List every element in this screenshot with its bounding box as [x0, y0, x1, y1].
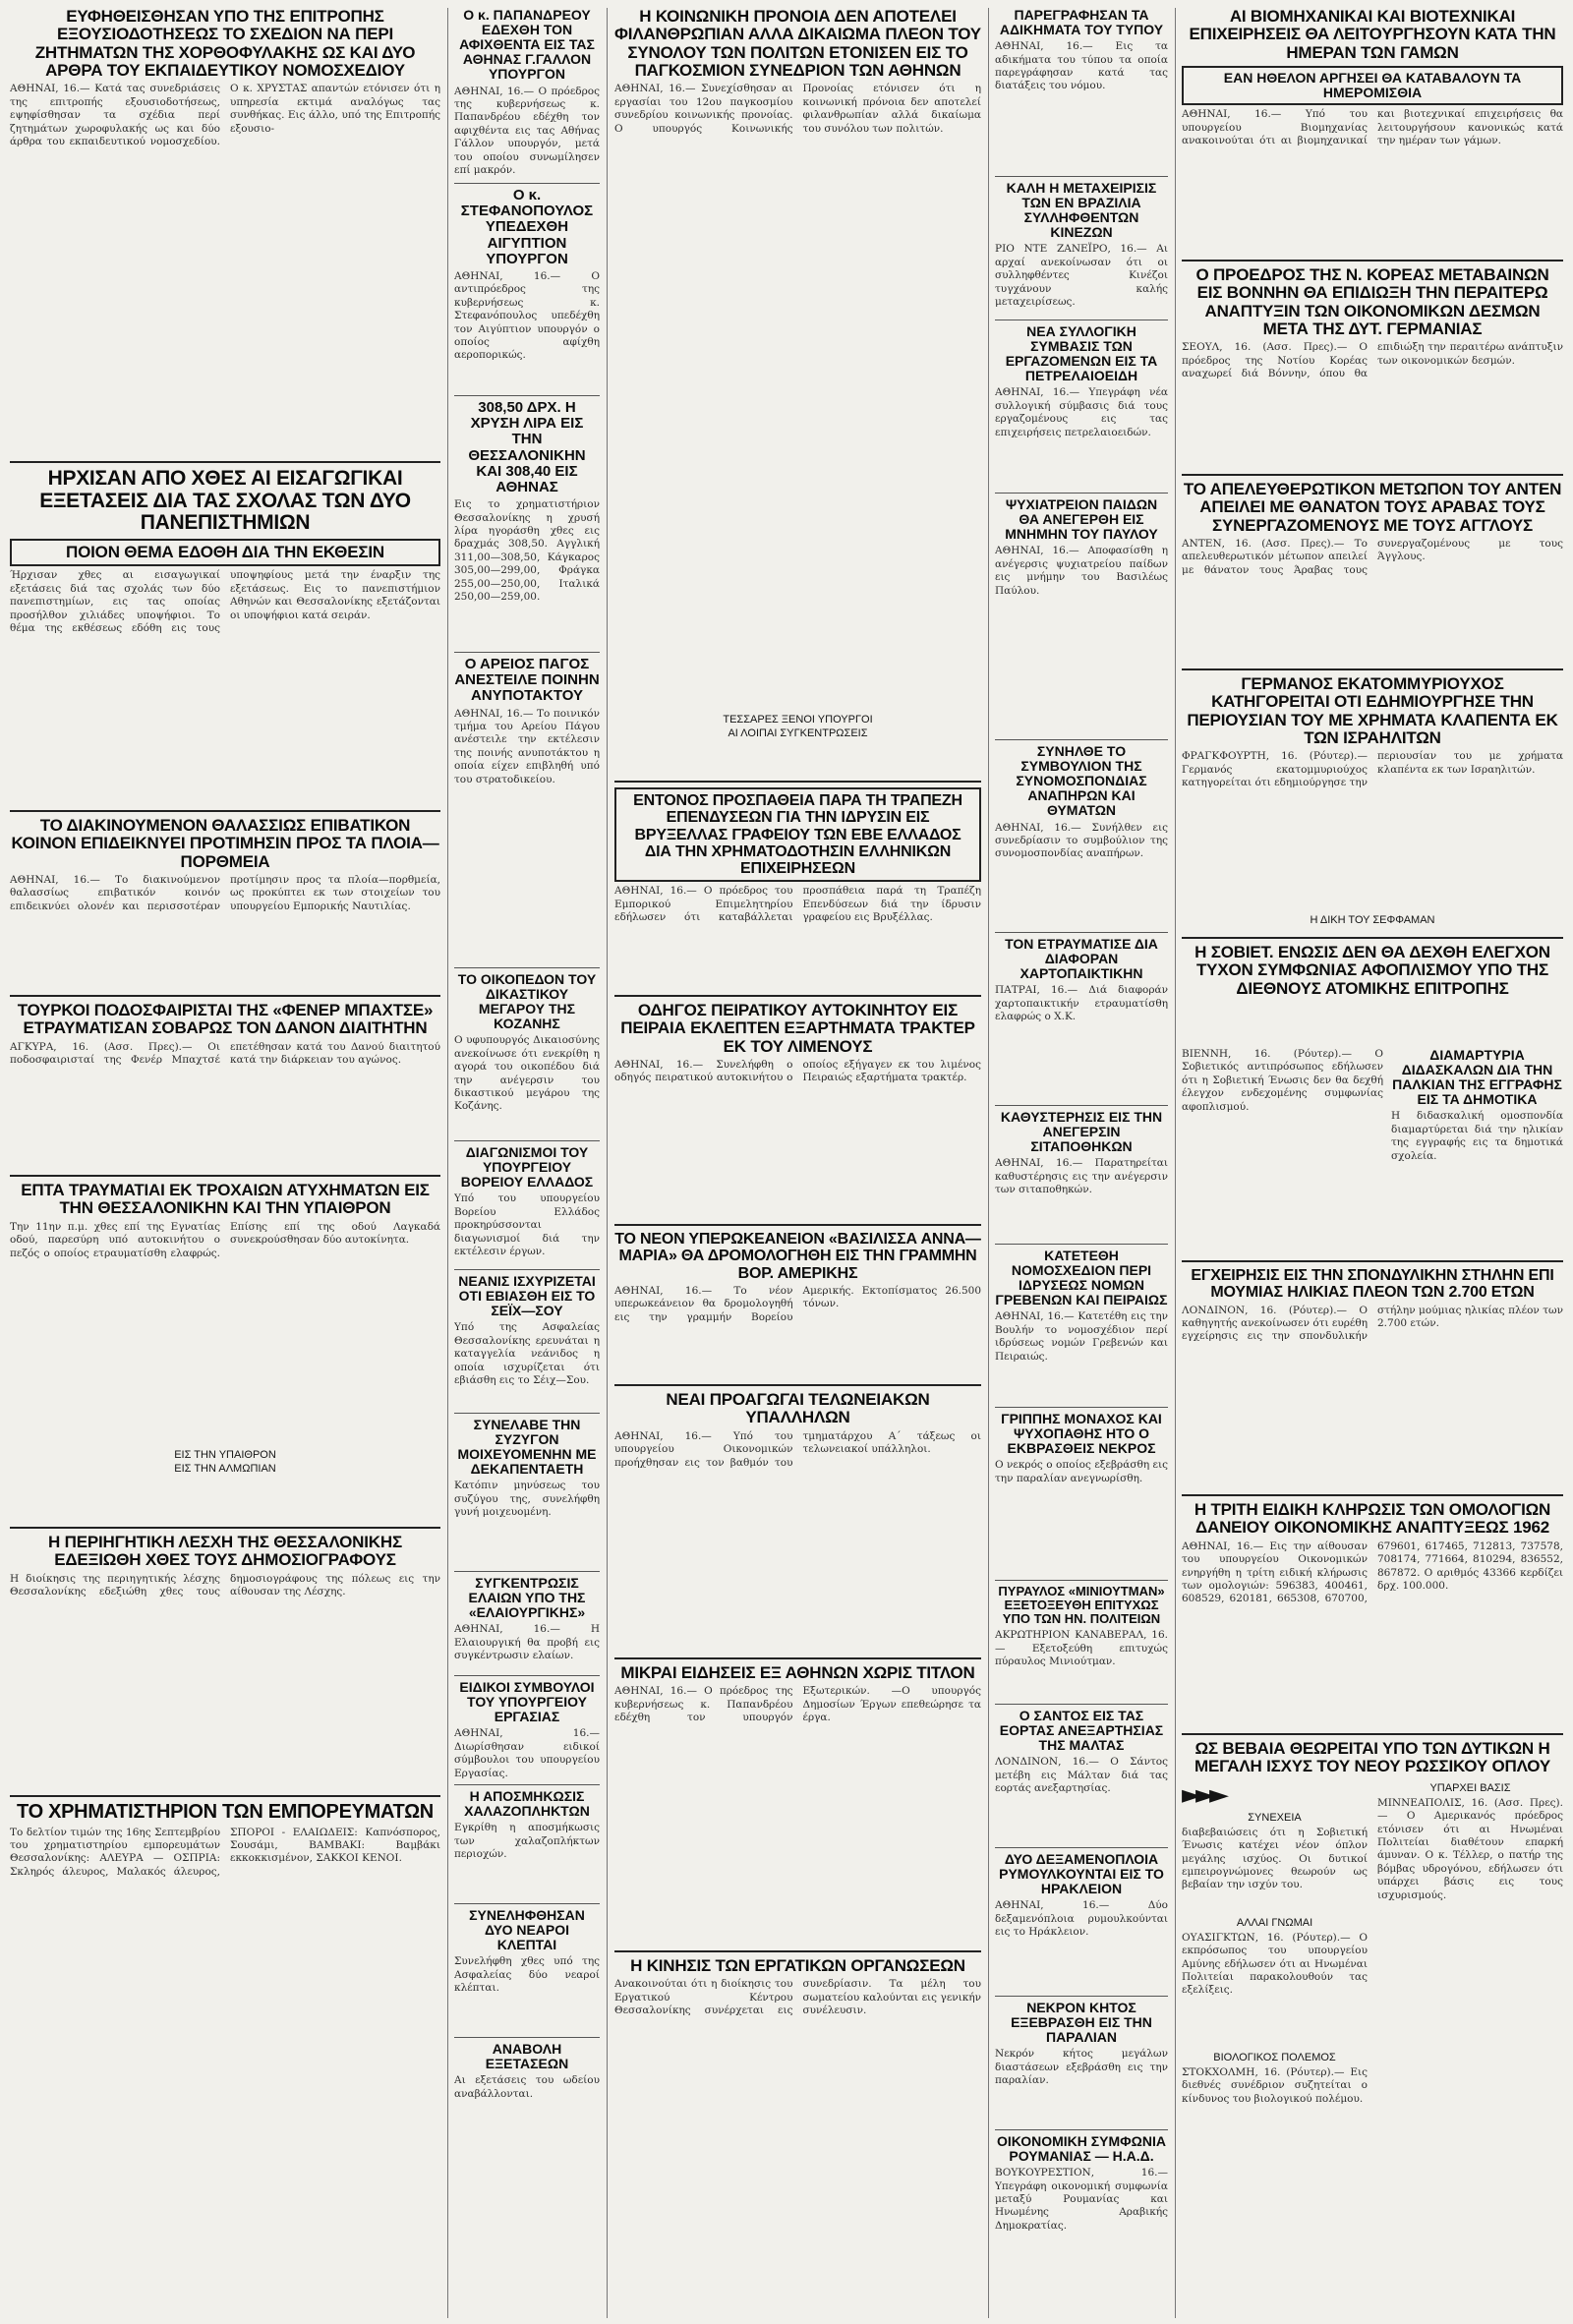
article-headline: ΕΥΦΗΘΕΙΣΘΗΣΑΝ ΥΠΟ ΤΗΣ ΕΠΙΤΡΟΠΗΣ ΕΞΟΥΣΙΟΔΟΤΗΣΕΩΣ ΤΟ ΣΧΕΔΙΟΝ ΝΑ ΠΕΡΙ ΖΗΤΗΜΑΤΩΝ ΤΗΣ ΧΟΡΘΟΦΥΛΑΚΗΣ ΩΣ ΚΑΙ ΔΥΟ ΑΡΘΡΑ ΤΟΥ ΕΚΠΑΙΔΕΥΤΙΚΟΥ ΝΟΜΟΣΧΕΔΙΟΥ	[34, 8, 416, 81]
article-body: ΦΡΑΓΚΦΟΥΡΤΗ, 16. (Ρόυτερ).— Γερμανός εκατομμυριούχος κατηγορείται ότι εδημιούργησε την περιουσίαν του με χρήματα κλαπέντα εκ των Ισραηλιτών.	[1182, 750, 1563, 789]
article-headline: Η ΚΟΙΝΩΝΙΚΗ ΠΡΟΝΟΙΑ ΔΕΝ ΑΠΟΤΕΛΕΙ ΦΙΛΑΝΘΡΩΠΙΑΝ ΑΛΛΑ ΔΙΚΑΙΩΜΑ ΠΛΕΟΝ ΤΟΥ ΣΥΝΟΛΟΥ ΤΩΝ ΠΟΛΙΤΩΝ ΕΤΟΝΙΣΕΝ ΕΙΣ ΤΟ ΠΑΓΚΟΣΜΙΟΝ ΣΥΝΕΔΡΙΟΝ ΤΩΝ ΑΘΗΝΩΝ	[614, 8, 981, 81]
article-body: ΑΘΗΝΑΙ, 16.— Εις τα αδικήματα του τύπου τα οποία παρεγράφησαν κατά τας διατάξεις του νόμου.	[995, 40, 1168, 92]
article-body: ΑΓΚΥΡΑ, 16. (Ασσ. Πρες).— Οι ποδοσφαιρισταί της Φενέρ Μπαχτσέ επετέθησαν κατά του Δανού διαιτητού κατά την διάρκειαν του αγώνος.	[10, 1040, 440, 1067]
article-commodity-exchange	[10, 1802, 440, 2215]
article-touring-club	[10, 1534, 440, 1789]
article-areios-pagos	[454, 657, 600, 961]
article-labor-organizations	[614, 1957, 981, 2282]
article-fenerbahce	[10, 1002, 440, 1169]
article-exam-postponement	[454, 2042, 600, 2160]
article-tenders	[454, 1145, 600, 1263]
article-headline: ΝΕΑΝΙΣ ΙΣΧΥΡΙΖΕΤΑΙ ΟΤΙ ΕΒΙΑΣΘΗ ΕΙΣ ΤΟ ΣΕΪΧ—ΣΟΥ	[458, 1274, 596, 1319]
article-body: Την 11ην π.μ. χθες επί της Εγνατίας οδού, παρεσύρη υπό αυτοκινήτου ο πεζός ο οποίος ετραυματίσθη ελαφρώς. Επίσης επί της οδού Λαγκαδά συνεκρούσθησαν δύο αυτοκίνητα.	[10, 1220, 440, 1259]
article-body: ΑΘΗΝΑΙ, 16.— Κατετέθη εις την Βουλήν το νομοσχέδιον περί ιδρύσεως νομών Γρεβενών και Πειραιώς.	[995, 1310, 1168, 1363]
article-body: ΑΝΤΕΝ, 16. (Ασσ. Πρες).— Το απελευθερωτικόν μέτωπον απειλεί με θάνατον τους Άραβας τους συνεργαζομένους με τους Άγγλους.	[1182, 538, 1563, 576]
article-traffic	[10, 1182, 440, 1521]
article-gold-sovereign	[454, 400, 600, 646]
section-subhead: ΕΙΣ ΤΗΝ ΑΛΜΩΠΙΑΝ	[174, 1462, 276, 1475]
article-body: ΣΕΟΥΛ, 16. (Ασσ. Πρες).— Ο πρόεδρος της Νοτίου Κορέας αναχωρεί διά Βόννην, όπου θα επιδιώξη την περαιτέρω ανάπτυξιν των οικονομικών δεσμών.	[1182, 341, 1563, 380]
article-body: ΣΤΟΚΧΟΛΜΗ, 16. (Ρόυτερ).— Εις διεθνές συνέδριον συζητείται ο κίνδυνος του βιολογικού πολέμου.	[1182, 2065, 1368, 2105]
article-body: ΑΘΗΝΑΙ, 16.— Διωρίσθησαν ειδικοί σύμβουλοι του υπουργείου Εργασίας.	[454, 1727, 600, 1778]
section-subhead: Η ΔΙΚΗ ΤΟΥ ΣΕΦΦΑΜΑΝ	[1310, 914, 1435, 927]
article-body: ΑΘΗΝΑΙ, 16.— Ο πρόεδρος του Εμπορικού Επιμελητηρίου εδήλωσεν ότι καταβάλλεται προσπάθεια παρά τη Τραπέζη Επενδύσεων διά την ίδρυσιν γραφείου εις Βρυξέλλας.	[614, 885, 981, 924]
article-headline: Ο ΑΡΕΙΟΣ ΠΑΓΟΣ ΑΝΕΣΤΕΙΛΕ ΠΟΙΝΗΝ ΑΝΥΠΟΤΑΚΤΟΥ	[454, 657, 600, 705]
article-headline: ΔΙΑΓΩΝΙΣΜΟΙ ΤΟΥ ΥΠΟΥΡΓΕΙΟΥ ΒΟΡΕΙΟΥ ΕΛΛΑΔΟΣ	[460, 1145, 594, 1191]
article-body: ΑΘΗΝΑΙ, 16.— Δύο δεξαμενόπλοια ρυμουλκούνται εις το Ηράκλειον.	[995, 1899, 1168, 1939]
article-aden-front	[1182, 481, 1563, 663]
article-body: Εις το χρηματιστήριον Θεσσαλονίκης η χρυσή λίρα ηγοράσθη χθες εις δραχμάς 308,50. Αγγλική 311,00—308,50, Κάγκαρος 305,00—299,00, Φράγκα 255,00—250,00, Ιταλικά 250,00—259,00.	[454, 498, 600, 603]
article-headline: ΣΥΝΕΛΑΒΕ ΤΗΝ ΣΥΖΥΓΟΝ ΜΟΙΧΕΥΟΜΕΝΗΝ ΜΕ ΔΕΚΑΠΕΝΤΑΕΤΗ	[457, 1418, 597, 1478]
article-headline: ΤΟΝ ΕΤΡΑΥΜΑΤΙΣΕ ΔΙΑ ΔΙΑΦΟΡΑΝ ΧΑΡΤΟΠΑΙΚΤΙΚΗΝ	[1005, 937, 1158, 982]
article-minuteman	[995, 1585, 1168, 1698]
article-headline: ΟΔΗΓΟΣ ΠΕΙΡΑΤΙΚΟΥ ΑΥΤΟΚΙΝΗΤΟΥ ΕΙΣ ΠΕΙΡΑΙΑ ΕΚΛΕΠΤΕΝ ΕΞΑΡΤΗΜΑΤΑ ΤΡΑΚΤΕΡ ΕΚ ΤΟΥ ΛΙΜΕΝΟΥΣ	[620, 1002, 975, 1056]
article-korea-bonn	[1182, 266, 1563, 468]
column-4	[995, 8, 1168, 2288]
article-body: Αι εξετάσεις του ωδείου αναβάλλονται.	[454, 2074, 600, 2100]
article-headline: Ο ΣΑΝΤΟΣ ΕΙΣ ΤΑΣ ΕΟΡΤΑΣ ΑΝΕΞΑΡΤΗΣΙΑΣ ΤΗΣ ΜΑΛΤΑΣ	[999, 1709, 1164, 1754]
article-press-offences	[995, 8, 1168, 170]
article-body: ΑΘΗΝΑΙ, 16.— Το διακινούμενον θαλασσίως επιβατικόν κοινόν επιδεικνύει ολονέν και περισσοτέραν προτίμησιν προς τα πλοία—πορθμεία, ως προκύπτει εκ των στοιχείων του υπουργείου Εμπορικής Ναυτιλίας.	[10, 874, 440, 912]
column-2	[454, 8, 600, 2166]
article-dead-whale	[995, 2001, 1168, 2123]
column-5	[1182, 8, 1563, 2296]
article-headline: ΕΝΤΟΝΟΣ ΠΡΟΣΠΑΘΕΙΑ ΠΑΡΑ ΤΗ ΤΡΑΠΕΖΗ ΕΠΕΝΔΥΣΕΩΝ ΓΙΑ ΤΗΝ ΙΔΡΥΣΙΝ ΕΙΣ ΒΡΥΞΕΛΛΑΣ ΓΡΑΦΕΙΟΥ ΤΩΝ ΕΒΕ ΕΛΛΑΔΟΣ ΔΙΑ ΤΗΝ ΧΡΗΜΑΤΟΔΟΤΗΣΙΝ ΕΛΛΗΝΙΚΩΝ ΕΠΙΧΕΙΡΗΣΕΩΝ	[633, 792, 962, 878]
article-headline: Ο κ. ΠΑΠΑΝΔΡΕΟΥ ΕΔΕΧΘΗ ΤΟΝ ΑΦΙΧΘΕΝΤΑ ΕΙΣ ΤΑΣ ΑΘΗΝΑΣ Γ.ΓΑΛΛΟΝ ΥΠΟΥΡΓΟΝ	[459, 8, 595, 83]
article-chorofylaki	[10, 8, 440, 455]
article-wedding-holiday	[1182, 8, 1563, 254]
article-ocean-liner	[614, 1231, 981, 1378]
article-new-prefectures	[995, 1249, 1168, 1401]
article-body: ΛΟΝΔΙΝΟΝ, 16.— Ο Σάντος μετέβη εις Μάλταν διά τας εορτάς ανεξαρτησίας.	[995, 1756, 1168, 1795]
article-headline: ΩΣ ΒΕΒΑΙΑ ΘΕΩΡΕΙΤΑΙ ΥΠΟ ΤΩΝ ΔΥΤΙΚΩΝ Η ΜΕΓΑΛΗ ΙΣΧΥΣ ΤΟΥ ΝΕΟΥ ΡΩΣΣΙΚΟΥ ΟΠΛΟΥ	[1194, 1740, 1550, 1776]
article-headline: ΠΑΡΕΓΡΑΦΗΣΑΝ ΤΑ ΑΔΙΚΗΜΑΤΑ ΤΟΥ ΤΥΠΟΥ	[999, 8, 1164, 38]
article-ferries	[10, 817, 440, 989]
article-body: Το δελτίον τιμών της 16ης Σεπτεμβρίου του χρηματιστηρίου εμπορευμάτων Θεσσαλονίκης: ΑΛΕΥΡΑ — ΟΣΠΡΙΑ: Σκληρός άλευρος, Μαλακός άλευρος, ΣΠΟΡΟΙ - ΕΛΑΙΩΔΕΙΣ: Καπνόσπορος, Σουσάμι, ΒΑΜΒΑΚΙ: Βαμβάκι εκκοκκισμένον, ΣΑΚΚΟΙ ΚΕΝΟΙ.	[10, 1826, 440, 1878]
article-headline: ΤΟ ΔΙΑΚΙΝΟΥΜΕΝΟΝ ΘΑΛΑΣΣΙΩΣ ΕΠΙΒΑΤΙΚΟΝ ΚΟΙΝΟΝ ΕΠΙΔΕΙΚΝΥΕΙ ΠΡΟΤΙΜΗΣΙΝ ΠΡΟΣ ΤΑ ΠΛΟΙΑ—ΠΟΡΘΜΕΙΑ	[11, 817, 439, 871]
article-washed-ashore-monk	[995, 1412, 1168, 1574]
article-headline: ΟΙΚΟΝΟΜΙΚΗ ΣΥΜΦΩΝΙΑ ΡΟΥΜΑΝΙΑΣ — Η.Α.Δ.	[996, 2134, 1167, 2165]
article-investment-bank	[614, 787, 981, 989]
article-body: Υπό του υπουργείου Βορείου Ελλάδος προκηρύσσονται διαγωνισμοί διά την εκτέλεσιν έργων.	[454, 1192, 600, 1257]
article-headline: ΣΥΝΗΛΘΕ ΤΟ ΣΥΜΒΟΥΛΙΟΝ ΤΗΣ ΣΥΝΟΜΟΣΠΟΝΔΙΑΣ ΑΝΑΠΗΡΩΝ ΚΑΙ ΘΥΜΑΤΩΝ	[1016, 744, 1147, 819]
article-headline: ΜΙΚΡΑΙ ΕΙΔΗΣΕΙΣ ΕΞ ΑΘΗΝΩΝ ΧΩΡΙΣ ΤΙΤΛΟΝ	[620, 1664, 975, 1682]
article-headline: Η ΠΕΡΙΗΓΗΤΙΚΗ ΛΕΣΧΗ ΤΗΣ ΘΕΣΣΑΛΟΝΙΚΗΣ ΕΔΕΞΙΩΘΗ ΧΘΕΣ ΤΟΥΣ ΔΗΜΟΣΙΟΓΡΑΦΟΥΣ	[48, 1534, 402, 1570]
article-body: ΑΘΗΝΑΙ, 16.— Εις την αίθουσαν του υπουργείου Οικονομικών ενηργήθη η τρίτη ειδική κλήρωσις των ομολογιών: 596383, 400461, 608529, 620181, 665308, 670700, 679601, 617465, 712813, 737578, 708174, 771664, 810294, 836552, 867872. Ο αριθμός 43366 κερδίζει δρχ. 100.000.	[1182, 1540, 1563, 1605]
article-headline: ΤΟ ΧΡΗΜΑΤΙΣΤΗΡΙΟΝ ΤΩΝ ΕΜΠΟΡΕΥΜΑΤΩΝ	[17, 1802, 434, 1823]
article-body: διαβεβαιώσεις ότι η Σοβιετική Ένωσις κατέχει νέον όπλον μεγάλης ισχύος. Οι δυτικοί εμπειρογνώμονες θεωρούν ως βεβαίαν την ισχύν του.	[1182, 1826, 1368, 1891]
article-headline: ΤΟ ΑΠΕΛΕΥΘΕΡΩΤΙΚΟΝ ΜΕΤΩΠΟΝ ΤΟΥ ΑΝΤΕΝ ΑΠΕΙΛΕΙ ΜΕ ΘΑΝΑΤΟΝ ΤΟΥΣ ΑΡΑΒΑΣ ΤΟΥΣ ΣΥΝΕΡΓΑΖΟΜΕΝΟΥΣ ΜΕ ΤΟΥΣ ΑΓΓΛΟΥΣ	[1183, 481, 1562, 535]
article-headline: ΚΑΘΥΣΤΕΡΗΣΙΣ ΕΙΣ ΤΗΝ ΑΝΕΓΕΡΣΙΝ ΣΙΤΑΠΟΘΗΚΩΝ	[1000, 1110, 1163, 1155]
article-headline: Η ΤΡΙΤΗ ΕΙΔΙΚΗ ΚΛΗΡΩΣΙΣ ΤΩΝ ΟΜΟΛΟΓΙΩΝ ΔΑΝΕΙΟΥ ΟΙΚΟΝΟΜΙΚΗΣ ΑΝΑΠΤΥΞΕΩΣ 1962	[1194, 1501, 1551, 1538]
article-hail-victims	[454, 1789, 600, 1897]
article-headline: ΑΙ ΒΙΟΜΗΧΑΝΙΚΑΙ ΚΑΙ ΒΙΟΤΕΧΝΙΚΑΙ ΕΠΙΧΕΙΡΗΣΕΙΣ ΘΑ ΛΕΙΤΟΥΡΓΗΣΟΥΝ ΚΑΤΑ ΤΗΝ ΗΜΕΡΑΝ ΤΩΝ ΓΑΜΩΝ	[1189, 8, 1556, 62]
article-body: ΑΘΗΝΑΙ, 16.— Παρατηρείται καθυστέρησις εις την ανέγερσιν των σιταποθηκών.	[995, 1157, 1168, 1196]
article-headline: ΕΠΤΑ ΤΡΑΥΜΑΤΙΑΙ ΕΚ ΤΡΟΧΑΙΩΝ ΑΤΥΧΗΜΑΤΩΝ ΕΙΣ ΤΗΝ ΘΕΣΣΑΛΟΝΙΚΗΝ ΚΑΙ ΤΗΝ ΥΠΑΙΘΡΟΝ	[21, 1182, 430, 1218]
article-body: ΑΘΗΝΑΙ, 16.— Υπεγράφη νέα συλλογική σύμβασις διά τους εργαζομένους εις τας επιχειρήσεις πετρελαιοειδών.	[995, 386, 1168, 438]
section-subhead: ΒΙΟΛΟΓΙΚΟΣ ΠΟΛΕΜΟΣ	[1213, 2051, 1336, 2063]
article-brazil-chinese	[995, 181, 1168, 314]
article-body: ΒΟΥΚΟΥΡΕΣΤΙΟΝ, 16.— Υπεγράφη οικονομική συμφωνία μεταξύ Ρουμανίας και Ηνωμένης Αραβικής Δημοκρατίας.	[995, 2167, 1168, 2232]
article-headline: ΔΥΟ ΔΕΞΑΜΕΝΟΠΛΟΙΑ ΡΥΜΟΥΛΚΟΥΝΤΑΙ ΕΙΣ ΤΟ ΗΡΑΚΛΕΙΟΝ	[999, 1852, 1164, 1897]
article-soviet-disarmament	[1182, 944, 1563, 1042]
article-body: ΑΘΗΝΑΙ, 16.— Ο αντιπρόεδρος της κυβερνήσεως κ. Στεφανόπουλος υπεδέχθη τον Αιγύπτιον υπουργόν ο οποίος αφίχθη αεροπορικώς.	[454, 269, 600, 362]
article-body: ΑΘΗΝΑΙ, 16.— Συνελήφθη ο οδηγός πειρατικού αυτοκινήτου ο οποίος εξήγαγεν εκ του λιμένος Πειραιώς εξαρτήματα τρακτέρ.	[614, 1059, 981, 1084]
article-exams	[10, 468, 440, 804]
article-body: ΒΙΕΝΝΗ, 16. (Ρόυτερ).— Ο Σοβιετικός αντιπρόσωπος εδήλωσεν ότι η Σοβιετική Ένωσις δεν θα δεχθή έλεγχον ενδεχομένης συμφωνίας αφοπλισμού.	[1182, 1048, 1383, 1113]
article-teachers-protest	[1391, 1048, 1563, 1254]
section-subhead: ΤΕΣΣΑΡΕΣ ΞΕΝΟΙ ΥΠΟΥΡΓΟΙ	[723, 714, 873, 726]
section-subhead: ΥΠΑΡΧΕΙ ΒΑΣΙΣ	[1429, 1781, 1511, 1794]
article-customs-promotions	[614, 1391, 981, 1652]
article-headline: ΤΟ ΟΙΚΟΠΕΔΟΝ ΤΟΥ ΔΙΚΑΣΤΙΚΟΥ ΜΕΓΑΡΟΥ ΤΗΣ ΚΟΖΑΝΗΣ	[457, 972, 597, 1032]
section-subhead: ΣΥΝΕΧΕΙΑ	[1248, 1811, 1302, 1824]
article-body: Υπό της Ασφαλείας Θεσσαλονίκης ερευνάται η καταγγελία νεάνιδος η οποία ισχυρίζεται ότι εβιάσθη εις το Σέιχ—Σου.	[454, 1321, 600, 1386]
column-divider	[607, 8, 608, 2318]
article-headline: ΝΕΑ ΣΥΛΛΟΓΙΚΗ ΣΥΜΒΑΣΙΣ ΤΩΝ ΕΡΓΑΖΟΜΕΝΩΝ ΕΙΣ ΤΑ ΠΕΤΡΕΛΑΙΟΕΙΔΗ	[1005, 324, 1158, 384]
article-papandreou	[454, 8, 600, 177]
column-3	[614, 8, 981, 2288]
article-body: ΑΘΗΝΑΙ, 16.— Ο πρόεδρος της κυβερνήσεως κ. Παπανδρέου εδέχθη τον υπουργόν Εξωτερικών. —Ο υπουργός Δημοσίων Έργων επεθεώρησε τα έργα.	[614, 1685, 981, 1724]
article-stefanopoulos	[454, 188, 600, 389]
article-psychiatric-clinic	[995, 497, 1168, 733]
article-german-millionaire	[1182, 675, 1563, 931]
section-subhead: ΑΛΛΑΙ ΓΝΩΜΑΙ	[1236, 1916, 1313, 1929]
section-subhead: ΑΙ ΛΟΙΠΑΙ ΣΥΓΚΕΝΤΡΩΣΕΙΣ	[728, 727, 868, 740]
article-headline: ΔΙΑΜΑΡΤΥΡΙΑ ΔΙΔΑΣΚΑΛΩΝ ΔΙΑ ΤΗΝ ΠΑΛΚΙΑΝ ΤΗΣ ΕΓΓΡΑΦΗΣ ΕΙΣ ΤΑ ΔΗΜΟΤΙΚΑ	[1392, 1048, 1562, 1108]
article-headline: ΠΥΡΑΥΛΟΣ «ΜΙΝΙΟΥΤΜΑΝ» ΕΞΕΤΟΞΕΥΘΗ ΕΠΙΤΥΧΩΣ ΥΠΟ ΤΩΝ ΗΝ. ΠΟΛΙΤΕΙΩΝ	[998, 1585, 1165, 1627]
article-headline: ΣΥΝΕΛΗΦΘΗΣΑΝ ΔΥΟ ΝΕΑΡΟΙ ΚΛΕΠΤΑΙ	[469, 1908, 585, 1953]
article-headline: ΨΥΧΙΑΤΡΕΙΟΝ ΠΑΙΔΩΝ ΘΑ ΑΝΕΓΕΡΘΗ ΕΙΣ ΜΝΗΜΗΝ ΤΟΥ ΠΑΥΛΟΥ	[1005, 497, 1158, 543]
article-body: Νεκρόν κήτος μεγάλων διαστάσεων εξεβράσθη εις την παραλίαν.	[995, 2048, 1168, 2087]
column-divider	[988, 8, 989, 2318]
article-body: Κατόπιν μηνύσεως του συζύγου της, συνελήφθη γυνή μοιχευομένη.	[454, 1480, 600, 1519]
article-body: Η διοίκησις της περιηγητικής λέσχης Θεσσαλονίκης εδεξιώθη χθες τους δημοσιογράφους της πόλεως εις την αίθουσαν της Λέσχης.	[10, 1572, 440, 1598]
article-body: Η διδασκαλική ομοσπονδία διαμαρτύρεται διά την ηλικίαν της εγγραφής εις τα δημοτικά σχολεία.	[1391, 1110, 1563, 1162]
article-mummy-surgery	[1182, 1267, 1563, 1488]
article-russian-weapon	[1182, 1740, 1563, 2291]
article-body: ΛΟΝΔΙΝΟΝ, 16. (Ρόυτερ).— Ο καθηγητής ανεκοίνωσεν ότι ευρέθη εγχείρησις εις την σπονδυλικήν στήλην μούμιας ηλικίας πλέον των 2.700 ετών.	[1182, 1304, 1563, 1343]
article-headline: ΣΥΓΚΕΝΤΡΩΣΙΣ ΕΛΑΙΩΝ ΥΠΟ ΤΗΣ «ΕΛΑΙΟΥΡΓΙΚΗΣ»	[468, 1576, 586, 1621]
article-headline: ΤΟ ΝΕΟΝ ΥΠΕΡΩΚΕΑΝΕΙΟΝ «ΒΑΣΙΛΙΣΣΑ ΑΝΝΑ—ΜΑΡΙΑ» ΘΑ ΔΡΟΜΟΛΟΓΗΘΗ ΕΙΣ ΤΗΝ ΓΡΑΜΜΗΝ ΒΟΡ. ΑΜΕΡΙΚΗΣ	[614, 1231, 981, 1282]
article-headline: Η ΚΙΝΗΣΙΣ ΤΩΝ ΕΡΓΑΤΙΚΩΝ ΟΡΓΑΝΩΣΕΩΝ	[630, 1957, 965, 1975]
article-headline: ΚΑΤΕΤΕΘΗ ΝΟΜΟΣΧΕΔΙΟΝ ΠΕΡΙ ΙΔΡΥΣΕΩΣ ΝΟΜΩΝ ΓΡΕΒΕΝΩΝ ΚΑΙ ΠΕΙΡΑΙΩΣ	[995, 1249, 1168, 1308]
article-body: Εγκρίθη η αποσμήκωσις των χαλαζοπλήκτων περιοχών.	[454, 1822, 600, 1861]
article-body: Συνελήφθη χθες υπό της Ασφαλείας δύο νεαροί κλέπται.	[454, 1955, 600, 1995]
article-kozani-court	[454, 972, 600, 1134]
article-body: ΜΙΝΝΕΑΠΟΛΙΣ, 16. (Ασσ. Πρες).— Ο Αμερικανός πρόεδρος ετόνισεν ότι αι Ηνωμέναι Πολιτείαι διαθέτουν επαρκή άμυναν. Ο κ. Τέλλερ, ο πατήρ της βόμβας υδρογόνου, εδήλωσεν ότι υπάρχει βάσις εις τους ισχυρισμούς.	[1377, 1796, 1563, 1901]
article-social-welfare	[614, 8, 981, 775]
article-malta	[995, 1709, 1168, 1841]
article-subheadline: ΠΟΙΟΝ ΘΕΜΑ ΕΔΟΘΗ ΔΙΑ ΤΗΝ ΕΚΘΕΣΙΝ	[66, 543, 384, 562]
column-1	[10, 8, 440, 2221]
article-body: Ανακοινούται ότι η διοίκησις του Εργατικού Κέντρου Θεσσαλονίκης συνέρχεται εις συνεδρίασιν. Τα μέλη του σωματείου καλούνται εις γενικήν συνέλευσιν.	[614, 1978, 981, 2017]
article-body: ΑΘΗΝΑΙ, 16.— Το ποινικόν τμήμα του Αρείου Πάγου ανέστειλε την εκτέλεσιν της ποινής ανυποτάκτου η οποία είχεν επιβληθή υπό του στρατοδικείου.	[454, 707, 600, 785]
article-body: Ο νεκρός ο οποίος εξεβράσθη εις την παραλίαν ανεγνωρίσθη.	[995, 1459, 1168, 1484]
continuation-arrows-icon: ►►►	[1182, 1779, 1223, 1810]
article-body: ΑΘΗΝΑΙ, 16.— Υπό του υπουργείου Οικονομικών προήχθησαν εις τον βαθμόν του τμηματάρχου Α΄ τάξεως οι τελωνειακοί υπάλληλοι.	[614, 1429, 981, 1469]
article-headline: Ο ΠΡΟΕΔΡΟΣ ΤΗΣ Ν. ΚΟΡΕΑΣ ΜΕΤΑΒΑΙΝΩΝ ΕΙΣ ΒΟΝΝΗΝ ΘΑ ΕΠΙΔΙΩΞΗ ΤΗΝ ΠΕΡΑΙΤΕΡΩ ΑΝΑΠΤΥΞΙΝ ΤΩΝ ΟΙΚΟΝΟΜΙΚΩΝ ΔΕΣΜΩΝ ΜΕΤΑ ΤΗΣ ΔΥΤ. ΓΕΡΜΑΝΙΑΣ	[1195, 266, 1549, 339]
article-body: ΑΘΗΝΑΙ, 16.— Το νέον υπερωκεάνειον θα δρομολογηθή εις την γραμμήν Βορείου Αμερικής. Εκτοπίσματος 26.500 τόνων.	[614, 1284, 981, 1323]
article-body: ΡΙΟ ΝΤΕ ΖΑΝΕΪΡΟ, 16.— Αι αρχαί ανεκοίνωσαν ότι οι συλληφθέντες Κινέζοι τυγχάνουν καλής μεταχειρίσεως.	[995, 243, 1168, 309]
article-body: ΠΑΤΡΑΙ, 16.— Διά διαφοράν χαρτοπαικτικήν ετραυματίσθη ελαφρώς ο Χ.Κ.	[995, 984, 1168, 1023]
column-divider	[447, 8, 448, 2318]
article-headline: ΓΡΙΠΠΗΣ ΜΟΝΑΧΟΣ ΚΑΙ ΨΥΧΟΠΑΘΗΣ ΗΤΟ Ο ΕΚΒΡΑΣΘΕΙΣ ΝΕΚΡΟΣ	[1001, 1412, 1162, 1457]
article-disabled-confederation	[995, 744, 1168, 926]
article-body: ΑΘΗΝΑΙ, 16.— Συνεχίσθησαν αι εργασίαι του 12ου παγκοσμίου συνεδρίου κοινωνικής προνοίας. Ο υπουργός Κοινωνικής Προνοίας ετόνισεν ότι η κοινωνική πρόνοια δεν αποτελεί φιλανθρωπίαν αλλά δικαίωμα του συνόλου των πολιτών.	[614, 83, 981, 135]
article-headline: ΤΟΥΡΚΟΙ ΠΟΔΟΣΦΑΙΡΙΣΤΑΙ ΤΗΣ «ΦΕΝΕΡ ΜΠΑΧΤΣΕ» ΕΤΡΑΥΜΑΤΙΣΑΝ ΣΟΒΑΡΩΣ ΤΟΝ ΔΑΝΟΝ ΔΙΑΙΤΗΤΗΝ	[17, 1002, 434, 1038]
article-headline: ΗΡΧΙΣΑΝ ΑΠΟ ΧΘΕΣ ΑΙ ΕΙΣΑΓΩΓΙΚΑΙ ΕΞΕΤΑΣΕΙΣ ΔΙΑ ΤΑΣ ΣΧΟΛΑΣ ΤΩΝ ΔΥΟ ΠΑΝΕΠΙΣΤΗΜΙΩΝ	[39, 468, 411, 535]
article-body: ΑΘΗΝΑΙ, 16.— Κατά τας συνεδριάσεις της επιτροπής εξουσιοδοτήσεως, εψηφίσθησαν τα σχέδια περί ζητημάτων χωροφυλακής ως και δύο άρθρα του εκπαιδευτικού νομοσχεδίου. Ο κ. ΧΡΥΣΤΑΣ απαντών ετόνισεν ότι η υπηρεσία εκτιμά αναλόγως τας συνθήκας. Εις άλλο, υπό της Επιτροπής εξουσιο-	[10, 83, 440, 148]
article-grain-silos	[995, 1110, 1168, 1238]
column-divider	[1175, 8, 1176, 2318]
article-body: ΑΚΡΩΤΗΡΙΟΝ ΚΑΝΑΒΕΡΑΛ, 16.— Εξετοξεύθη επιτυχώς πύραυλος Μινιούτμαν.	[995, 1629, 1168, 1667]
article-romania-uar	[995, 2134, 1168, 2282]
article-small-news	[614, 1664, 981, 1945]
article-body: ΟΥΑΣΙΓΚΤΩΝ, 16. (Ρόυτερ).— Ο εκπρόσωπος του υπουργείου Αμύνης εδήλωσεν ότι αι Ηνωμέναι Πολιτείαι παρακολουθούν τας εξελίξεις.	[1182, 1931, 1368, 1997]
article-body: Ο υφυπουργός Δικαιοσύνης ανεκοίνωσε ότι ενεκρίθη η αγορά του οικοπέδου διά την ανέγερσιν του δικαστικού μεγάρου της Κοζάνης.	[454, 1034, 600, 1113]
article-body: ΑΘΗΝΑΙ, 16.— Η Ελαιουργική θα προβή εις συγκέντρωσιν ελαίων.	[454, 1623, 600, 1662]
article-olive-oil	[454, 1576, 600, 1669]
article-body: ΑΘΗΝΑΙ, 16.— Υπό του υπουργείου Βιομηχανίας ανακοινούται ότι αι βιομηχανικαί και βιοτεχνικαί επιχειρήσεις θα λειτουργήσουν κανονικώς κατά την ημέραν των γάμων.	[1182, 108, 1563, 147]
section-subhead: ΕΙΣ ΤΗΝ ΥΠΑΙΘΡΟΝ	[174, 1448, 276, 1461]
article-adultery	[454, 1418, 600, 1565]
article-headline: ΝΕΑΙ ΠΡΟΑΓΩΓΑΙ ΤΕΛΩΝΕΙΑΚΩΝ ΥΠΑΛΛΗΛΩΝ	[666, 1391, 930, 1427]
article-thieves	[454, 1908, 600, 2031]
article-headline: ΝΕΚΡΟΝ ΚΗΤΟΣ ΕΞΕΒΡΑΣΘΗ ΕΙΣ ΤΗΝ ΠΑΡΑΛΙΑΝ	[1011, 2001, 1152, 2046]
article-headline: ΓΕΡΜΑΝΟΣ ΕΚΑΤΟΜΜΥΡΙΟΥΧΟΣ ΚΑΤΗΓΟΡΕΙΤΑΙ ΟΤΙ ΕΔΗΜΙΟΥΡΓΗΣΕ ΤΗΝ ΠΕΡΙΟΥΣΙΑΝ ΤΟΥ ΜΕ ΧΡΗΜΑΤΑ ΚΛΑΠΕΝΤΑ ΕΚ ΤΩΝ ΙΣΡΑΗΛΙΤΩΝ	[1187, 675, 1558, 748]
article-headline: ΚΑΛΗ Η ΜΕΤΑΧΕΙΡΙΣΙΣ ΤΩΝ ΕΝ ΒΡΑΖΙΛΙΑ ΣΥΛΛΗΦΘΕΝΤΩΝ ΚΙΝΕΖΩΝ	[1006, 181, 1157, 241]
article-headline: Ο κ. ΣΤΕΦΑΝΟΠΟΥΛΟΣ ΥΠΕΔΕΧΘΗ ΑΙΓΥΠΤΙΟΝ ΥΠΟΥΡΓΟΝ	[460, 188, 594, 267]
article-body: ΑΘΗΝΑΙ, 16.— Αποφασίσθη η ανέγερσις ψυχιατρείου παίδων εις μνήμην του Βασιλέως Παύλου.	[995, 545, 1168, 597]
article-body: Ήρχισαν χθες αι εισαγωγικαί εξετάσεις διά τας σχολάς των δύο πανεπιστημίων, εις τας οποίας προσήλθον χιλιάδες υποψήφιοι. Το θέμα της εκθέσεως εδόθη εις τους υποψηφίους μετά την έναρξιν της εξετάσεως. Εις το πανεπιστήμιον Αθηνών και Θεσσαλονίκης εξετάζονται οι υποψήφιοι κατά σειράν.	[10, 569, 440, 634]
article-headline: Η ΑΠΟΣΜΗΚΩΣΙΣ ΧΑΛΑΖΟΠΛΗΚΤΩΝ	[464, 1789, 590, 1820]
article-headline: ΑΝΑΒΟΛΗ ΕΞΕΤΑΣΕΩΝ	[485, 2042, 569, 2072]
article-body: ΑΘΗΝΑΙ, 16.— Συνήλθεν εις συνεδρίασιν το συμβούλιον της συνομοσπονδίας αναπήρων.	[995, 821, 1168, 860]
article-body: ΑΘΗΝΑΙ, 16.— Ο πρόεδρος της κυβερνήσεως κ. Παπανδρέου εδέχθη τον αφιχθέντα εις τας Αθήνας Γάλλον υπουργόν, μετά του οποίου συνωμίλησεν επί μακρόν.	[454, 85, 600, 176]
article-headline: Η ΣΟΒΙΕΤ. ΕΝΩΣΙΣ ΔΕΝ ΘΑ ΔΕΧΘΗ ΕΛΕΓΧΟΝ ΤΥΧΟΝ ΣΥΜΦΩΝΙΑΣ ΑΦΟΠΛΙΣΜΟΥ ΥΠΟ ΤΗΣ ΔΙΕΘΝΟΥΣ ΑΤΟΜΙΚΗΣ ΕΠΙΤΡΟΠΗΣ	[1194, 944, 1550, 998]
article-bond-lottery	[1182, 1501, 1563, 1727]
article-tankers	[995, 1852, 1168, 1990]
article-headline: 308,50 ΔΡΧ. Η ΧΡΥΣΗ ΛΙΡΑ ΕΙΣ ΤΗΝ ΘΕΣΣΑΛΟΝΙΚΗΝ ΚΑΙ 308,40 ΕΙΣ ΑΘΗΝΑΣ	[468, 400, 586, 495]
article-pirate-taxi	[614, 1002, 981, 1218]
article-labor-advisors	[454, 1680, 600, 1778]
article-headline: ΕΙΔΙΚΟΙ ΣΥΜΒΟΥΛΟΙ ΤΟΥ ΥΠΟΥΡΓΕΙΟΥ ΕΡΓΑΣΙΑΣ	[459, 1680, 595, 1725]
article-card-game-injury	[995, 937, 1168, 1099]
article-petroleum-contract	[995, 324, 1168, 487]
article-headline: ΕΓΧΕΙΡΗΣΙΣ ΕΙΣ ΤΗΝ ΣΠΟΝΔΥΛΙΚΗΝ ΣΤΗΛΗΝ ΕΠΙ ΜΟΥΜΙΑΣ ΗΛΙΚΙΑΣ ΠΛΕΟΝ ΤΩΝ 2.700 ΕΤΩΝ	[1191, 1267, 1554, 1302]
article-young-woman	[454, 1274, 600, 1407]
article-subheadline: ΕΑΝ ΗΘΕΛΟΝ ΑΡΓΗΣΕΙ ΘΑ ΚΑΤΑΒΑΛΟΥΝ ΤΑ ΗΜΕΡΟΜΙΣΘΙΑ	[1223, 70, 1522, 101]
